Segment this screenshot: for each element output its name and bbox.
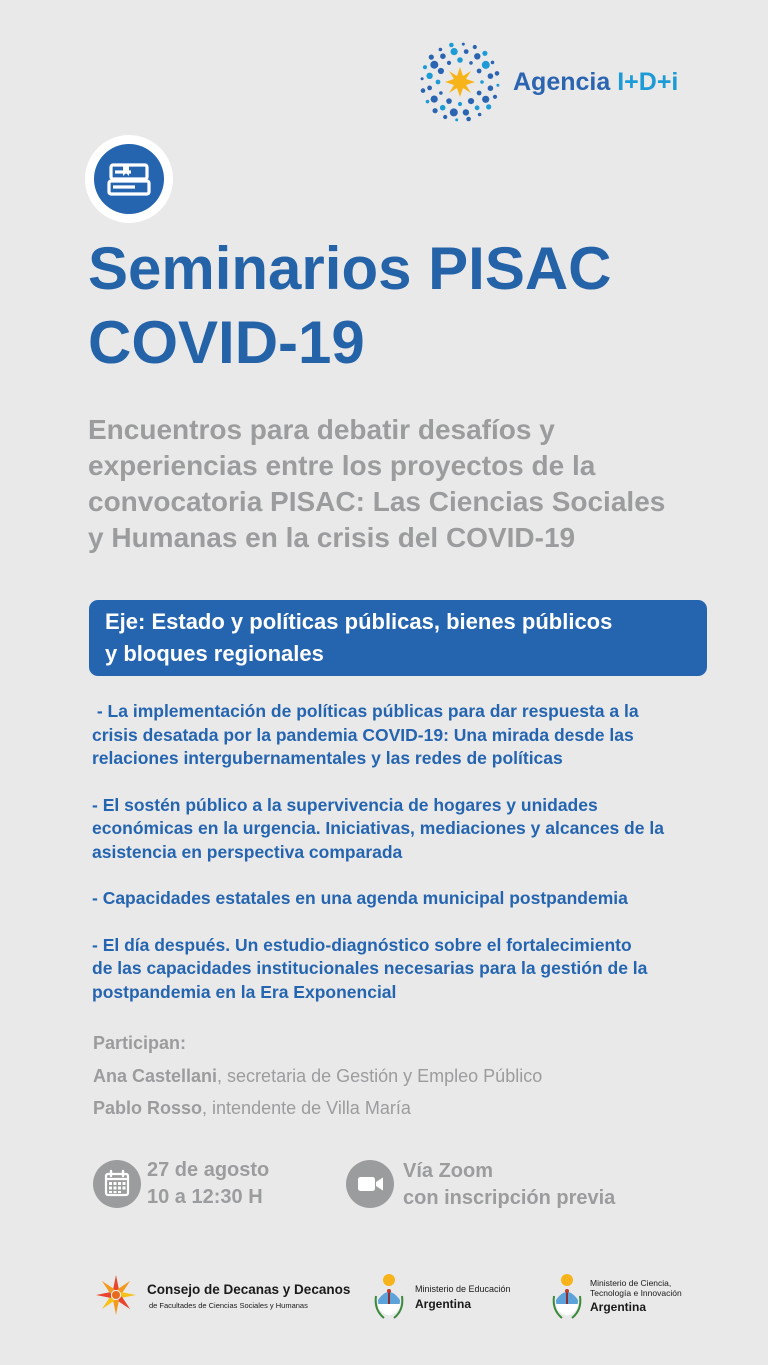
participant-name: Ana Castellani — [93, 1066, 218, 1086]
ministerio-ciencia-logo — [550, 1270, 750, 1322]
logo-dot — [446, 98, 452, 104]
argentina-coat-of-arms-icon — [372, 1272, 406, 1320]
event-datetime — [147, 1157, 269, 1211]
logo-dot — [478, 113, 482, 117]
event-platform-name: Vía Zoom — [403, 1160, 494, 1182]
logo-dot — [427, 86, 432, 91]
project-line: - El día después. Un estudio-diagnóstico sobre el fortalecimiento — [92, 934, 632, 955]
participant-row — [93, 1060, 753, 1092]
event-registration: con inscripción previa — [403, 1187, 616, 1209]
ministerio-educacion-line-1: Ministerio de Educación — [415, 1284, 511, 1294]
ministerio-ciencia-line-1: Ministerio de Ciencia, — [590, 1278, 672, 1288]
consejo-logo — [93, 1272, 353, 1322]
logo-dot — [496, 84, 499, 87]
logo-dot — [421, 88, 426, 93]
event-platform — [403, 1158, 615, 1212]
calendar-icon — [93, 1160, 141, 1208]
logo-dot — [426, 73, 432, 79]
project-line: postpandemia en la Era Exponencial — [92, 981, 397, 1002]
participant-role: , intendente de Villa María — [202, 1098, 411, 1118]
ministerio-ciencia-line-3: Argentina — [590, 1300, 647, 1314]
logo-dot — [421, 77, 424, 80]
participants-heading: Participan: — [93, 1033, 187, 1053]
project-item — [92, 887, 752, 911]
agency-logo — [420, 42, 720, 122]
subtitle-line-2: experiencias entre los proyectos de la — [88, 450, 596, 481]
logo-dot — [433, 108, 438, 113]
agency-name-main: Agencia — [513, 68, 611, 96]
agency-name — [513, 68, 678, 97]
logo-dot — [429, 55, 434, 60]
ministerio-educacion-line-2: Argentina — [415, 1297, 472, 1311]
logo-dot — [450, 108, 458, 116]
logo-dot — [482, 61, 490, 69]
project-line: - El sostén público a la supervivencia de hogares y unidades — [92, 794, 598, 815]
logo-dot — [482, 96, 489, 103]
books-badge — [85, 135, 173, 223]
project-line: económicas en la urgencia. Iniciativas, mediaciones y alcances de la — [92, 818, 664, 838]
logo-dot — [440, 105, 446, 111]
eje-line-1: Eje: Estado y políticas públicas, bienes públicos — [105, 609, 613, 634]
logo-dot — [447, 61, 451, 65]
project-line: de las capacidades institucionales necesarias para la gestión de la — [92, 958, 648, 978]
project-line: relaciones intergubernamentales y las redes de políticas — [92, 748, 563, 768]
logo-dot — [451, 48, 458, 55]
ministerio-educacion-logo — [372, 1270, 542, 1322]
logo-dot — [463, 109, 469, 115]
video-badge — [346, 1160, 394, 1208]
logo-dot — [426, 100, 430, 104]
logo-dot — [466, 117, 471, 122]
consejo-subtitle: de Facultades de Ciencias Sociales y Humanas — [149, 1301, 308, 1310]
logo-dot — [473, 45, 477, 49]
logo-dot — [443, 115, 447, 119]
project-line: crisis desatada por la pandemia COVID-19: Una mirada desde las — [92, 724, 634, 745]
logo-dot — [474, 53, 480, 59]
project-item — [92, 794, 752, 865]
logo-dot — [480, 80, 484, 84]
logo-dot — [439, 91, 443, 95]
logo-dot — [464, 49, 469, 54]
logo-dot — [423, 65, 427, 69]
ministerio-ciencia-line-2: Tecnología e Innovación — [590, 1288, 682, 1298]
logo-dot — [431, 96, 438, 103]
eje-line-2: y bloques regionales — [105, 641, 324, 666]
logo-dot — [491, 61, 495, 65]
participant-role: , secretaria de Gestión y Empleo Público — [217, 1066, 543, 1086]
page-title — [88, 232, 748, 380]
logo-dot — [495, 71, 500, 76]
consejo-title: Consejo de Decanas y Decanos — [147, 1282, 351, 1297]
logo-dot — [475, 105, 480, 110]
subtitle — [88, 412, 738, 556]
project-line: - La implementación de políticas públicas para dar respuesta a la — [92, 701, 639, 721]
project-line: asistencia en perspectiva comparada — [92, 841, 403, 862]
subtitle-line-3: convocatoria PISAC: Las Ciencias Sociales — [88, 486, 666, 517]
title-line-1: Seminarios PISAC — [88, 235, 612, 302]
logo-dot — [436, 80, 441, 85]
logo-dot — [468, 98, 474, 104]
logo-dot — [457, 57, 463, 63]
logo-dot — [488, 73, 494, 79]
logo-dot — [488, 85, 494, 91]
event-date: 27 de agosto — [147, 1159, 270, 1181]
logo-dot — [438, 68, 444, 74]
project-list — [92, 700, 752, 1027]
project-line: - Capacidades estatales en una agenda municipal postpandemia — [92, 888, 628, 908]
logo-dot — [455, 118, 458, 121]
logo-dot — [469, 61, 473, 65]
argentina-coat-of-arms-icon — [550, 1272, 584, 1320]
logo-dot — [440, 53, 446, 59]
logo-dot — [486, 104, 491, 109]
project-item — [92, 934, 752, 1005]
calendar-badge — [93, 1160, 141, 1208]
participant-name: Pablo Rosso — [93, 1098, 203, 1118]
logo-dot — [482, 51, 487, 56]
eje-banner — [89, 600, 707, 676]
logo-dot — [477, 69, 482, 74]
agency-name-accent: I+D+i — [617, 68, 679, 96]
participants — [93, 1030, 753, 1124]
title-line-2: COVID-19 — [88, 309, 365, 376]
subtitle-line-4: y Humanas en la crisis del COVID-19 — [88, 522, 576, 553]
books-icon — [85, 135, 173, 223]
logo-dot — [430, 61, 438, 69]
participant-row — [93, 1092, 753, 1124]
logo-dot — [462, 43, 465, 46]
logo-dot — [493, 95, 497, 99]
logo-dot — [477, 91, 482, 96]
logo-dot — [439, 48, 443, 52]
logo-dot — [458, 102, 462, 106]
event-time: 10 a 12:30 H — [147, 1186, 263, 1208]
logo-dot — [449, 43, 454, 48]
sun-dots-logo-icon — [420, 42, 500, 122]
video-camera-icon — [346, 1160, 394, 1208]
subtitle-line-1: Encuentros para debatir desafíos y — [88, 414, 555, 445]
project-item — [92, 700, 752, 771]
consejo-star-icon — [93, 1272, 139, 1318]
